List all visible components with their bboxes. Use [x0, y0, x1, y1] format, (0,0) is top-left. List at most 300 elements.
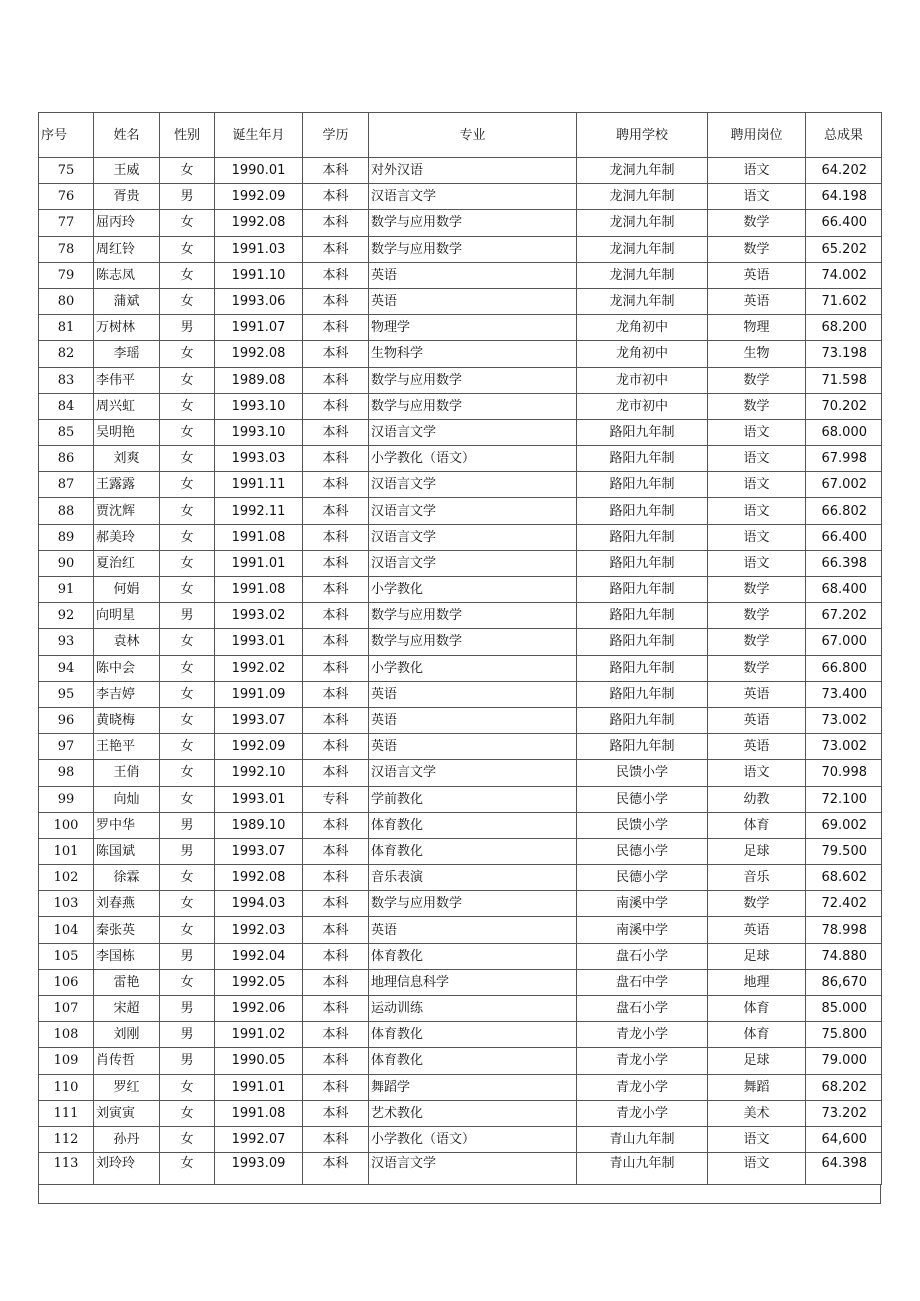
- cell-name: 向明星: [94, 603, 160, 629]
- cell-score: 64.198: [806, 184, 882, 210]
- cell-seq: 86: [39, 446, 94, 472]
- cell-name: 向灿: [94, 786, 160, 812]
- cell-birth: 1991.02: [215, 1022, 303, 1048]
- cell-seq: 91: [39, 577, 94, 603]
- header-col-score: 总成果: [806, 113, 882, 158]
- header-col-major: 专业: [369, 113, 577, 158]
- cell-education: 本科: [303, 681, 369, 707]
- cell-education: 本科: [303, 865, 369, 891]
- cell-name: 何娟: [94, 577, 160, 603]
- cell-birth: 1993.09: [215, 1153, 303, 1185]
- table-row: [39, 315, 882, 341]
- cell-major: 汉语言文学: [369, 550, 577, 576]
- cell-position: 幼教: [708, 786, 806, 812]
- cell-school: 路阳九年制: [577, 655, 708, 681]
- table-row: [39, 472, 882, 498]
- table-body: [39, 158, 882, 1185]
- cell-gender: 男: [160, 1048, 215, 1074]
- header-col-school: 聘用学校: [577, 113, 708, 158]
- table-row: [39, 917, 882, 943]
- cell-gender: 男: [160, 812, 215, 838]
- cell-education: 本科: [303, 812, 369, 838]
- cell-education: 本科: [303, 315, 369, 341]
- cell-seq: 110: [39, 1074, 94, 1100]
- table-row: [39, 629, 882, 655]
- cell-name: 周红铃: [94, 236, 160, 262]
- cell-seq: 85: [39, 419, 94, 445]
- cell-score: 79.500: [806, 838, 882, 864]
- cell-score: 68.400: [806, 577, 882, 603]
- cell-score: 67.202: [806, 603, 882, 629]
- cell-position: 语文: [708, 524, 806, 550]
- cell-school: 龙洞九年制: [577, 158, 708, 184]
- cell-gender: 女: [160, 341, 215, 367]
- cell-education: 专科: [303, 786, 369, 812]
- cell-birth: 1993.01: [215, 629, 303, 655]
- cell-major: 数学与应用数学: [369, 210, 577, 236]
- cell-gender: 男: [160, 184, 215, 210]
- cell-birth: 1993.10: [215, 419, 303, 445]
- cell-gender: 女: [160, 1153, 215, 1185]
- cell-score: 85.000: [806, 996, 882, 1022]
- cell-education: 本科: [303, 1048, 369, 1074]
- cell-score: 73.202: [806, 1100, 882, 1126]
- table-row: [39, 812, 882, 838]
- cell-school: 青龙小学: [577, 1100, 708, 1126]
- cell-school: 路阳九年制: [577, 498, 708, 524]
- cell-name: 徐霖: [94, 865, 160, 891]
- cell-score: 68.202: [806, 1074, 882, 1100]
- cell-score: 71.598: [806, 367, 882, 393]
- cell-position: 足球: [708, 838, 806, 864]
- cell-birth: 1989.10: [215, 812, 303, 838]
- cell-education: 本科: [303, 158, 369, 184]
- cell-major: 汉语言文学: [369, 498, 577, 524]
- cell-seq: 95: [39, 681, 94, 707]
- cell-school: 路阳九年制: [577, 419, 708, 445]
- cell-name: 李吉婷: [94, 681, 160, 707]
- cell-name: 雷艳: [94, 969, 160, 995]
- cell-school: 路阳九年制: [577, 734, 708, 760]
- cell-gender: 女: [160, 498, 215, 524]
- cell-name: 王威: [94, 158, 160, 184]
- cell-gender: 女: [160, 917, 215, 943]
- cell-school: 民德小学: [577, 838, 708, 864]
- cell-major: 舞蹈学: [369, 1074, 577, 1100]
- cell-score: 86,670: [806, 969, 882, 995]
- cell-gender: 男: [160, 1022, 215, 1048]
- table-row: [39, 865, 882, 891]
- cell-school: 龙角初中: [577, 341, 708, 367]
- cell-education: 本科: [303, 184, 369, 210]
- cell-position: 数学: [708, 629, 806, 655]
- cell-education: 本科: [303, 838, 369, 864]
- cell-score: 73.002: [806, 707, 882, 733]
- cell-education: 本科: [303, 393, 369, 419]
- cell-gender: 男: [160, 838, 215, 864]
- cell-major: 音乐表演: [369, 865, 577, 891]
- cell-major: 地理信息科学: [369, 969, 577, 995]
- cell-gender: 男: [160, 315, 215, 341]
- table-row: [39, 969, 882, 995]
- cell-position: 英语: [708, 917, 806, 943]
- cell-seq: 97: [39, 734, 94, 760]
- cell-major: 数学与应用数学: [369, 367, 577, 393]
- header-col-education: 学历: [303, 113, 369, 158]
- table-row: [39, 341, 882, 367]
- cell-gender: 女: [160, 288, 215, 314]
- table-row: [39, 786, 882, 812]
- cell-gender: 女: [160, 236, 215, 262]
- cell-major: 英语: [369, 262, 577, 288]
- cell-education: 本科: [303, 210, 369, 236]
- cell-seq: 96: [39, 707, 94, 733]
- header-col-position: 聘用岗位: [708, 113, 806, 158]
- header-row: [39, 113, 882, 158]
- table-row: [39, 891, 882, 917]
- cell-name: 王俏: [94, 760, 160, 786]
- cell-birth: 1992.06: [215, 996, 303, 1022]
- header-col-seq: 序号: [39, 113, 94, 158]
- cell-school: 青龙小学: [577, 1022, 708, 1048]
- cell-gender: 女: [160, 419, 215, 445]
- cell-seq: 108: [39, 1022, 94, 1048]
- cell-gender: 女: [160, 969, 215, 995]
- cell-name: 刘爽: [94, 446, 160, 472]
- cell-birth: 1992.09: [215, 184, 303, 210]
- cell-birth: 1991.10: [215, 262, 303, 288]
- cell-score: 71.602: [806, 288, 882, 314]
- cell-seq: 106: [39, 969, 94, 995]
- table-row: [39, 524, 882, 550]
- cell-school: 盘石中学: [577, 969, 708, 995]
- cell-education: 本科: [303, 367, 369, 393]
- cell-score: 69.002: [806, 812, 882, 838]
- cell-birth: 1991.01: [215, 550, 303, 576]
- cell-education: 本科: [303, 236, 369, 262]
- cell-birth: 1992.05: [215, 969, 303, 995]
- cell-position: 英语: [708, 681, 806, 707]
- table-row: [39, 393, 882, 419]
- header-col-birth: 诞生年月: [215, 113, 303, 158]
- cell-birth: 1992.04: [215, 943, 303, 969]
- cell-seq: 80: [39, 288, 94, 314]
- cell-birth: 1992.07: [215, 1126, 303, 1152]
- cell-school: 路阳九年制: [577, 550, 708, 576]
- cell-gender: 女: [160, 210, 215, 236]
- cell-seq: 75: [39, 158, 94, 184]
- cell-gender: 女: [160, 1100, 215, 1126]
- cell-birth: 1993.02: [215, 603, 303, 629]
- cell-name: 万树林: [94, 315, 160, 341]
- cell-birth: 1993.03: [215, 446, 303, 472]
- cell-seq: 94: [39, 655, 94, 681]
- cell-name: 胥贵: [94, 184, 160, 210]
- cell-score: 68.200: [806, 315, 882, 341]
- cell-major: 小学教化: [369, 655, 577, 681]
- cell-major: 生物科学: [369, 341, 577, 367]
- cell-education: 本科: [303, 917, 369, 943]
- cell-birth: 1993.01: [215, 786, 303, 812]
- cell-gender: 女: [160, 577, 215, 603]
- table-row: [39, 367, 882, 393]
- cell-name: 郝美玲: [94, 524, 160, 550]
- cell-score: 68.000: [806, 419, 882, 445]
- cell-education: 本科: [303, 603, 369, 629]
- cell-name: 王露露: [94, 472, 160, 498]
- cell-major: 对外汉语: [369, 158, 577, 184]
- cell-birth: 1992.08: [215, 210, 303, 236]
- cell-seq: 98: [39, 760, 94, 786]
- cell-gender: 女: [160, 1074, 215, 1100]
- cell-education: 本科: [303, 1126, 369, 1152]
- cell-name: 陈中会: [94, 655, 160, 681]
- table-row: [39, 184, 882, 210]
- cell-school: 路阳九年制: [577, 577, 708, 603]
- cell-position: 数学: [708, 393, 806, 419]
- cell-school: 龙洞九年制: [577, 236, 708, 262]
- results-table: [38, 112, 882, 1185]
- cell-birth: 1993.07: [215, 707, 303, 733]
- cell-name: 蒲斌: [94, 288, 160, 314]
- cell-birth: 1991.03: [215, 236, 303, 262]
- cell-name: 宋超: [94, 996, 160, 1022]
- cell-gender: 女: [160, 446, 215, 472]
- cell-score: 72.402: [806, 891, 882, 917]
- cell-score: 66.802: [806, 498, 882, 524]
- cell-education: 本科: [303, 498, 369, 524]
- cell-school: 龙市初中: [577, 393, 708, 419]
- cell-birth: 1993.10: [215, 393, 303, 419]
- cell-gender: 女: [160, 760, 215, 786]
- cell-seq: 84: [39, 393, 94, 419]
- table-row: [39, 446, 882, 472]
- cell-education: 本科: [303, 1153, 369, 1185]
- cell-gender: 女: [160, 472, 215, 498]
- cell-score: 67.002: [806, 472, 882, 498]
- table-row: [39, 760, 882, 786]
- cell-major: 艺术教化: [369, 1100, 577, 1126]
- table-row: [39, 655, 882, 681]
- cell-gender: 女: [160, 655, 215, 681]
- cell-birth: 1993.07: [215, 838, 303, 864]
- cell-school: 路阳九年制: [577, 629, 708, 655]
- cell-name: 刘春燕: [94, 891, 160, 917]
- cell-major: 英语: [369, 288, 577, 314]
- cell-gender: 男: [160, 603, 215, 629]
- cell-seq: 112: [39, 1126, 94, 1152]
- table-row: [39, 1100, 882, 1126]
- cell-position: 语文: [708, 498, 806, 524]
- cell-education: 本科: [303, 288, 369, 314]
- cell-score: 66.800: [806, 655, 882, 681]
- cell-position: 语文: [708, 550, 806, 576]
- cell-major: 英语: [369, 707, 577, 733]
- cell-major: 汉语言文学: [369, 1153, 577, 1185]
- cell-position: 语文: [708, 419, 806, 445]
- cell-major: 体育教化: [369, 812, 577, 838]
- cell-gender: 女: [160, 550, 215, 576]
- cell-score: 64.202: [806, 158, 882, 184]
- cell-name: 李瑶: [94, 341, 160, 367]
- cell-birth: 1992.08: [215, 865, 303, 891]
- cell-school: 南溪中学: [577, 917, 708, 943]
- cell-seq: 88: [39, 498, 94, 524]
- table-row: [39, 1153, 882, 1185]
- cell-seq: 93: [39, 629, 94, 655]
- table-row: [39, 681, 882, 707]
- cell-seq: 87: [39, 472, 94, 498]
- cell-school: 民馈小学: [577, 812, 708, 838]
- cell-education: 本科: [303, 550, 369, 576]
- cell-gender: 女: [160, 1126, 215, 1152]
- cell-birth: 1992.02: [215, 655, 303, 681]
- cell-birth: 1991.08: [215, 577, 303, 603]
- cell-major: 汉语言文学: [369, 472, 577, 498]
- cell-position: 足球: [708, 943, 806, 969]
- cell-seq: 111: [39, 1100, 94, 1126]
- cell-name: 周兴虹: [94, 393, 160, 419]
- cell-position: 语文: [708, 1153, 806, 1185]
- cell-seq: 81: [39, 315, 94, 341]
- cell-seq: 89: [39, 524, 94, 550]
- cell-school: 路阳九年制: [577, 446, 708, 472]
- cell-name: 罗中华: [94, 812, 160, 838]
- header-col-name: 姓名: [94, 113, 160, 158]
- cell-score: 73.198: [806, 341, 882, 367]
- cell-position: 体育: [708, 812, 806, 838]
- table-row: [39, 577, 882, 603]
- cell-position: 英语: [708, 262, 806, 288]
- cell-major: 体育教化: [369, 1022, 577, 1048]
- cell-position: 语文: [708, 472, 806, 498]
- cell-birth: 1993.06: [215, 288, 303, 314]
- cell-position: 语文: [708, 1126, 806, 1152]
- cell-name: 夏治红: [94, 550, 160, 576]
- table-row: [39, 1074, 882, 1100]
- cell-position: 物理: [708, 315, 806, 341]
- cell-score: 73.002: [806, 734, 882, 760]
- cell-major: 小学教化: [369, 577, 577, 603]
- cell-name: 贾沈辉: [94, 498, 160, 524]
- cell-seq: 82: [39, 341, 94, 367]
- cell-birth: 1992.11: [215, 498, 303, 524]
- cell-seq: 78: [39, 236, 94, 262]
- cell-gender: 女: [160, 891, 215, 917]
- cell-school: 青山九年制: [577, 1153, 708, 1185]
- cell-education: 本科: [303, 341, 369, 367]
- cell-seq: 77: [39, 210, 94, 236]
- cell-score: 64,600: [806, 1126, 882, 1152]
- cell-name: 陈国斌: [94, 838, 160, 864]
- cell-school: 路阳九年制: [577, 524, 708, 550]
- cell-position: 数学: [708, 603, 806, 629]
- cell-position: 数学: [708, 577, 806, 603]
- cell-school: 青龙小学: [577, 1074, 708, 1100]
- cell-position: 数学: [708, 655, 806, 681]
- cell-school: 路阳九年制: [577, 707, 708, 733]
- cell-education: 本科: [303, 655, 369, 681]
- cell-score: 79.000: [806, 1048, 882, 1074]
- cell-major: 运动训练: [369, 996, 577, 1022]
- cell-major: 小学教化（语文）: [369, 446, 577, 472]
- cell-score: 67.998: [806, 446, 882, 472]
- table-row: [39, 603, 882, 629]
- cell-major: 物理学: [369, 315, 577, 341]
- cell-birth: 1991.09: [215, 681, 303, 707]
- cell-gender: 女: [160, 524, 215, 550]
- cell-birth: 1991.08: [215, 524, 303, 550]
- cell-school: 路阳九年制: [577, 681, 708, 707]
- cell-score: 67.000: [806, 629, 882, 655]
- cell-education: 本科: [303, 891, 369, 917]
- cell-name: 李国栋: [94, 943, 160, 969]
- cell-education: 本科: [303, 707, 369, 733]
- cell-education: 本科: [303, 629, 369, 655]
- cell-position: 体育: [708, 1022, 806, 1048]
- cell-score: 66.400: [806, 210, 882, 236]
- cell-school: 龙洞九年制: [577, 262, 708, 288]
- cell-school: 民馈小学: [577, 760, 708, 786]
- cell-major: 汉语言文学: [369, 760, 577, 786]
- cell-education: 本科: [303, 969, 369, 995]
- cell-major: 小学教化（语文）: [369, 1126, 577, 1152]
- cell-education: 本科: [303, 419, 369, 445]
- cell-score: 78.998: [806, 917, 882, 943]
- cell-school: 民德小学: [577, 786, 708, 812]
- cell-education: 本科: [303, 262, 369, 288]
- cell-position: 语文: [708, 446, 806, 472]
- header-col-gender: 性别: [160, 113, 215, 158]
- table-row: [39, 419, 882, 445]
- cell-seq: 92: [39, 603, 94, 629]
- cell-name: 肖传哲: [94, 1048, 160, 1074]
- cell-name: 刘刚: [94, 1022, 160, 1048]
- cell-position: 英语: [708, 734, 806, 760]
- cell-gender: 女: [160, 158, 215, 184]
- cell-name: 陈志凤: [94, 262, 160, 288]
- cell-education: 本科: [303, 577, 369, 603]
- cell-school: 龙洞九年制: [577, 184, 708, 210]
- cell-seq: 104: [39, 917, 94, 943]
- cell-score: 68.602: [806, 865, 882, 891]
- cell-name: 罗红: [94, 1074, 160, 1100]
- cell-score: 70.202: [806, 393, 882, 419]
- cell-position: 地理: [708, 969, 806, 995]
- cell-seq: 113: [39, 1153, 94, 1185]
- table-row: [39, 236, 882, 262]
- cell-major: 数学与应用数学: [369, 629, 577, 655]
- cell-position: 美术: [708, 1100, 806, 1126]
- cell-seq: 102: [39, 865, 94, 891]
- cell-gender: 女: [160, 393, 215, 419]
- cell-education: 本科: [303, 996, 369, 1022]
- cell-position: 数学: [708, 210, 806, 236]
- table-row: [39, 734, 882, 760]
- cell-education: 本科: [303, 1022, 369, 1048]
- cell-gender: 女: [160, 734, 215, 760]
- cell-name: 刘寅寅: [94, 1100, 160, 1126]
- cell-position: 英语: [708, 288, 806, 314]
- cell-position: 数学: [708, 891, 806, 917]
- cell-gender: 男: [160, 996, 215, 1022]
- cell-name: 李伟平: [94, 367, 160, 393]
- cell-seq: 100: [39, 812, 94, 838]
- table-row: [39, 288, 882, 314]
- cell-name: 孙丹: [94, 1126, 160, 1152]
- cell-name: 秦张英: [94, 917, 160, 943]
- cell-birth: 1991.08: [215, 1100, 303, 1126]
